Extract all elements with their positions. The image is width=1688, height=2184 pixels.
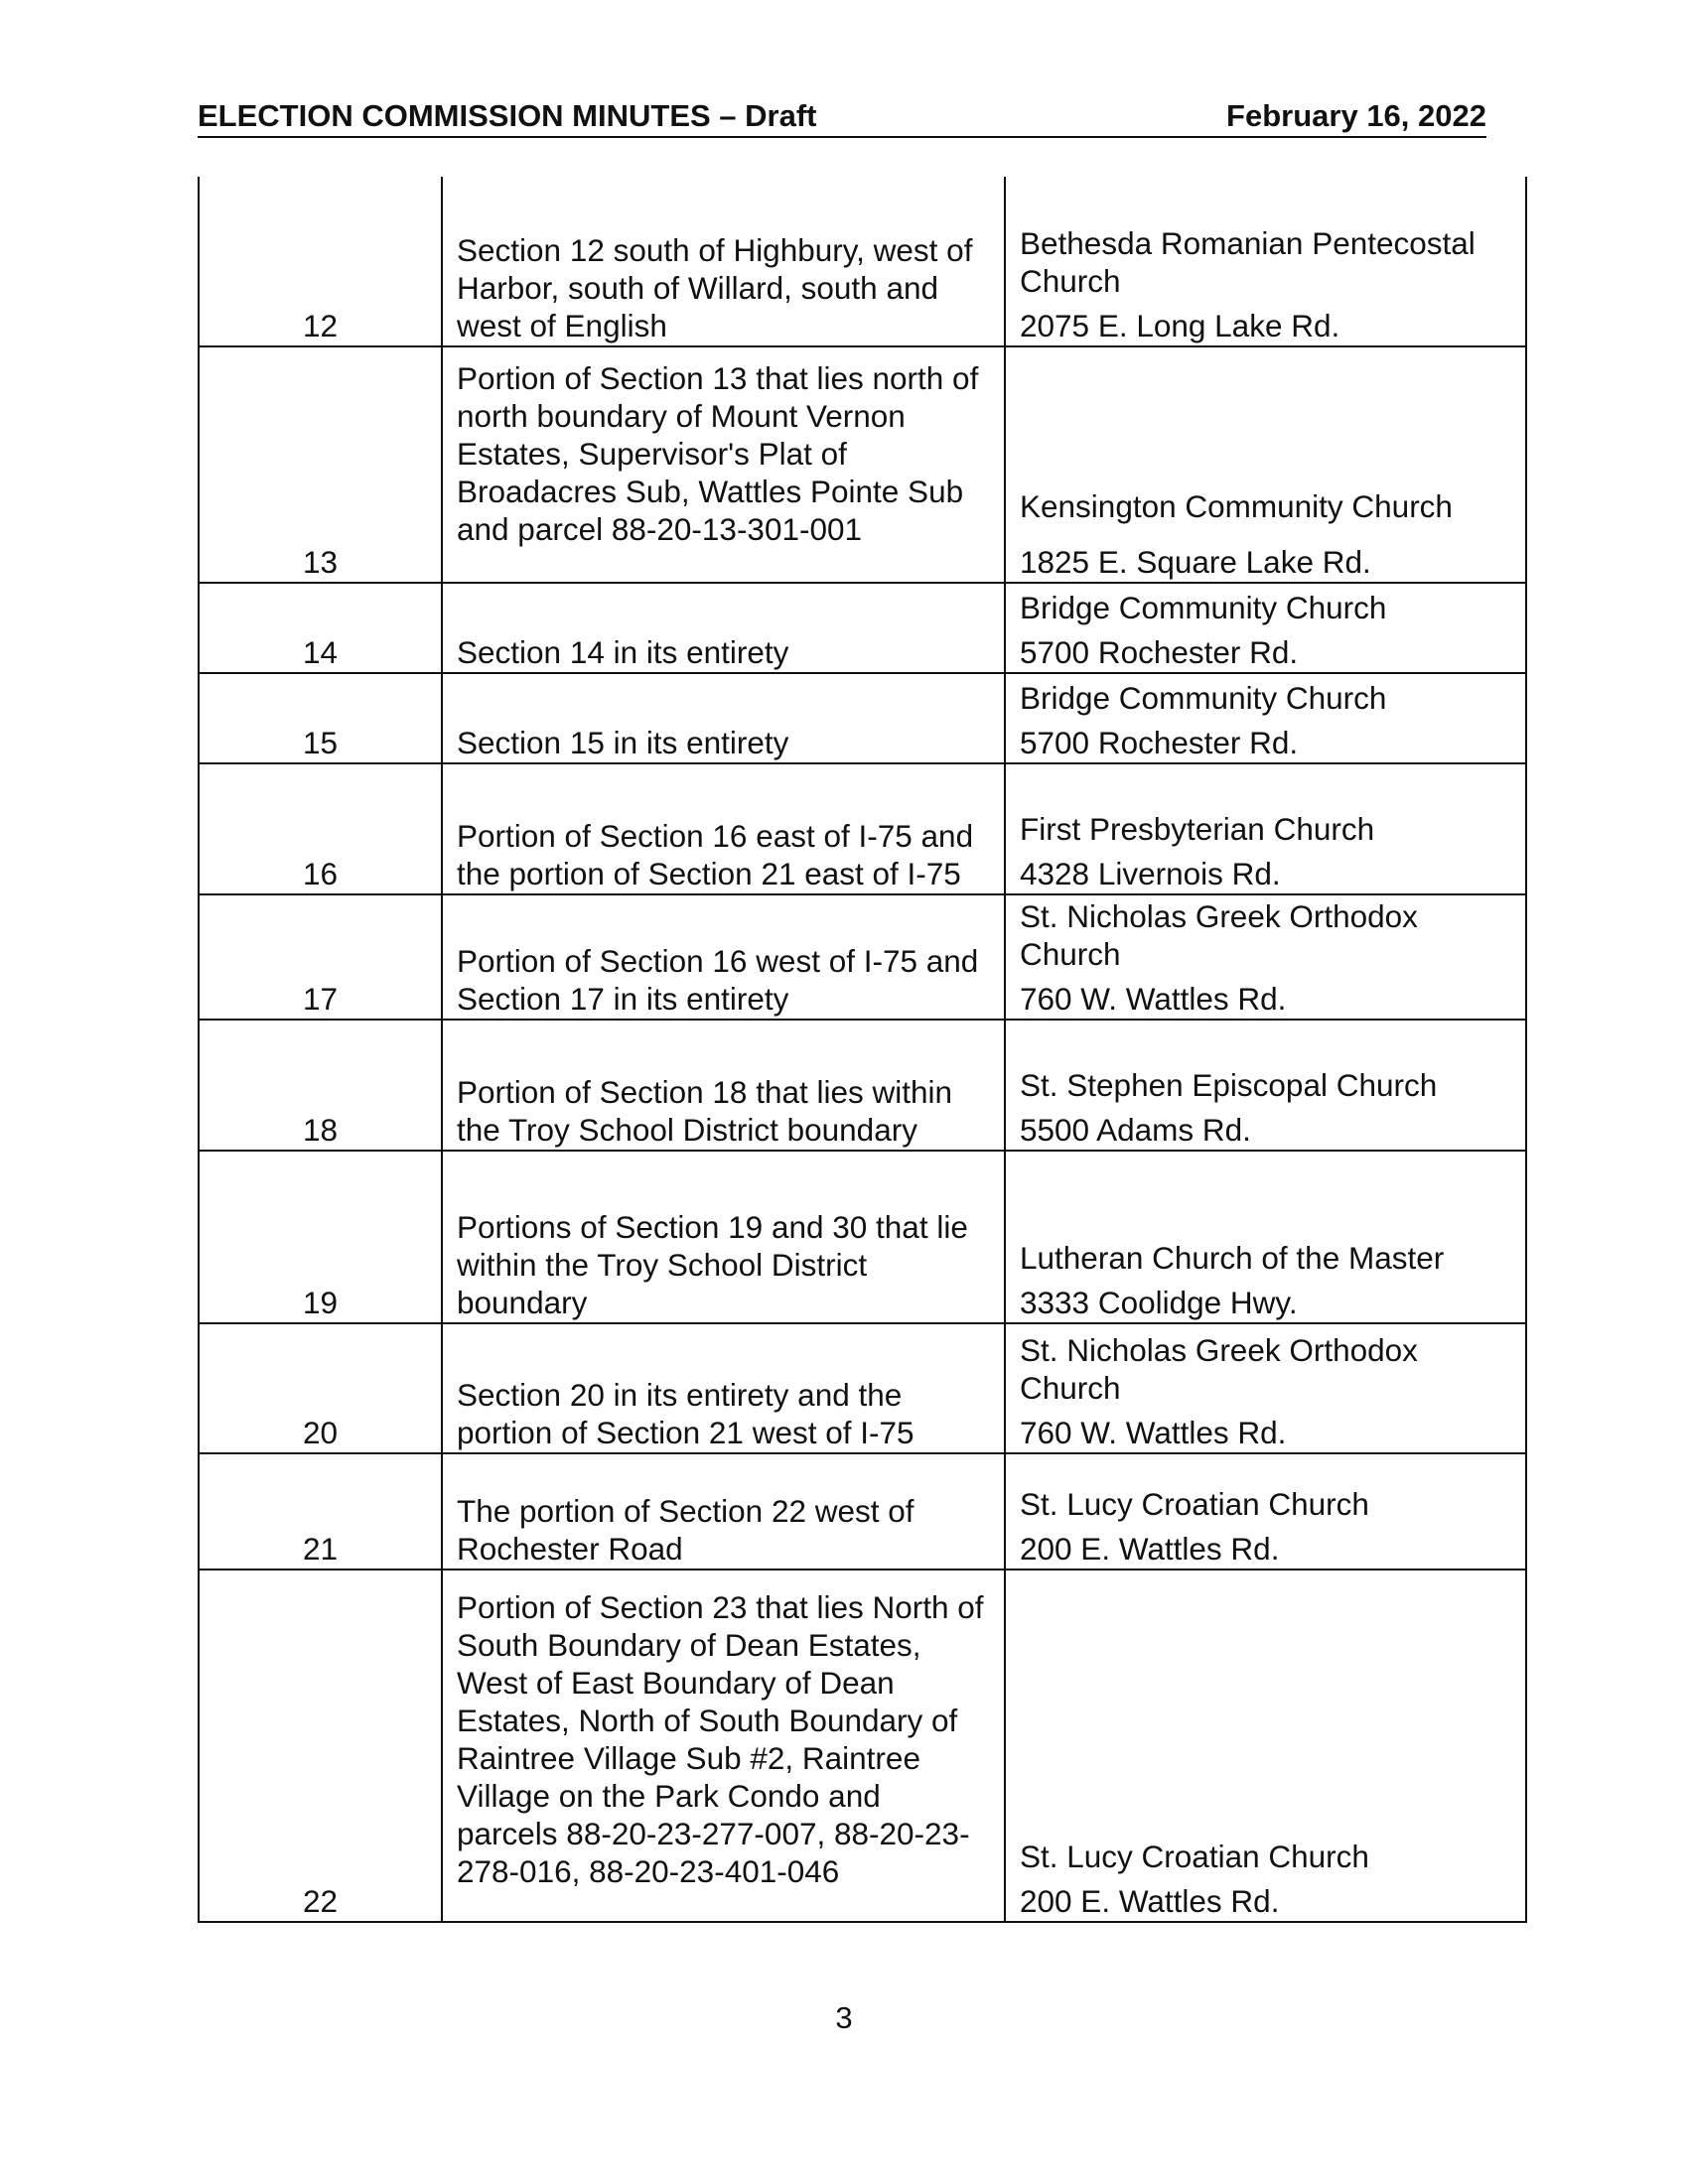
page-header <box>198 100 1486 138</box>
location-name: Bridge Community Church <box>1020 590 1387 625</box>
precinct-number: 12 <box>199 177 442 346</box>
polling-location <box>1005 1151 1526 1323</box>
document-title: ELECTION COMMISSION MINUTES – Draft <box>198 98 817 133</box>
location-address: 4328 Livernois Rd. <box>1020 856 1281 891</box>
precinct-table <box>198 177 1527 1923</box>
location-name: St. Nicholas Greek Orthodox Church <box>1020 898 1418 972</box>
precinct-number: 14 <box>199 583 442 673</box>
polling-location <box>1005 346 1526 583</box>
precinct-number: 15 <box>199 673 442 763</box>
table-row <box>199 1453 1526 1570</box>
table-row <box>199 1323 1526 1453</box>
location-address: 200 E. Wattles Rd. <box>1020 1883 1280 1919</box>
precinct-description: Portion of Section 16 east of I-75 and the portion of Section 21 east of I-75 <box>442 763 1005 894</box>
precinct-number: 19 <box>199 1151 442 1323</box>
precinct-number: 20 <box>199 1323 442 1453</box>
precinct-description: Portion of Section 23 that lies North of South Boundary of Dean Estates, West of East Boundary of Dean Estates, North of South Boundary of Raintree Village Sub #2, Raintree Village on the Park Condo and parcels 88-20-23-277-007, 88-20-23-278-016, 88-20-23-401-046 <box>442 1570 1005 1922</box>
table-row <box>199 583 1526 673</box>
precinct-description: Section 14 in its entirety <box>442 583 1005 673</box>
location-address: 2075 E. Long Lake Rd. <box>1020 308 1340 343</box>
polling-location <box>1005 1453 1526 1570</box>
location-name: First Presbyterian Church <box>1020 811 1375 847</box>
location-address: 200 E. Wattles Rd. <box>1020 1531 1280 1567</box>
precinct-description: Section 20 in its entirety and the portion of Section 21 west of I-75 <box>442 1323 1005 1453</box>
table-row <box>199 763 1526 894</box>
table-row <box>199 1570 1526 1922</box>
precinct-description: Portion of Section 13 that lies north of north boundary of Mount Vernon Estates, Supervisor's Plat of Broadacres Sub, Wattles Pointe Sub and parcel 88-20-13-301-001 <box>442 346 1005 583</box>
location-name: St. Lucy Croatian Church <box>1020 1486 1369 1522</box>
polling-location <box>1005 1570 1526 1922</box>
table-row <box>199 346 1526 583</box>
location-name: Bridge Community Church <box>1020 680 1387 716</box>
table-row <box>199 1151 1526 1323</box>
precinct-number: 18 <box>199 1020 442 1151</box>
precinct-number: 17 <box>199 894 442 1020</box>
precinct-description: The portion of Section 22 west of Rochester Road <box>442 1453 1005 1570</box>
polling-location <box>1005 583 1526 673</box>
precinct-number: 16 <box>199 763 442 894</box>
table-row <box>199 1020 1526 1151</box>
location-address: 5700 Rochester Rd. <box>1020 725 1299 760</box>
location-address: 5700 Rochester Rd. <box>1020 634 1299 670</box>
polling-location <box>1005 894 1526 1020</box>
precinct-description: Section 15 in its entirety <box>442 673 1005 763</box>
precinct-description: Portion of Section 18 that lies within the Troy School District boundary <box>442 1020 1005 1151</box>
location-address: 5500 Adams Rd. <box>1020 1112 1251 1148</box>
location-name: St. Nicholas Greek Orthodox Church <box>1020 1332 1418 1406</box>
polling-location <box>1005 1020 1526 1151</box>
precinct-number: 13 <box>199 346 442 583</box>
precinct-description: Section 12 south of Highbury, west of Harbor, south of Willard, south and west of English <box>442 177 1005 346</box>
location-name: St. Lucy Croatian Church <box>1020 1839 1369 1874</box>
page-number: 3 <box>835 2000 853 2035</box>
location-name: Kensington Community Church <box>1020 488 1453 524</box>
location-name: St. Stephen Episcopal Church <box>1020 1067 1438 1103</box>
polling-location <box>1005 177 1526 346</box>
precinct-description: Portions of Section 19 and 30 that lie within the Troy School District boundary <box>442 1151 1005 1323</box>
precinct-description: Portion of Section 16 west of I-75 and Section 17 in its entirety <box>442 894 1005 1020</box>
table-row <box>199 673 1526 763</box>
table-row <box>199 894 1526 1020</box>
location-address: 1825 E. Square Lake Rd. <box>1020 544 1371 580</box>
precinct-number: 21 <box>199 1453 442 1570</box>
polling-location <box>1005 763 1526 894</box>
location-name: Lutheran Church of the Master <box>1020 1240 1445 1276</box>
precinct-number: 22 <box>199 1570 442 1922</box>
location-address: 760 W. Wattles Rd. <box>1020 1415 1287 1450</box>
polling-location <box>1005 1323 1526 1453</box>
polling-location <box>1005 673 1526 763</box>
table-row <box>199 177 1526 346</box>
location-address: 3333 Coolidge Hwy. <box>1020 1285 1298 1320</box>
precinct-table-container <box>198 177 1525 1923</box>
location-address: 760 W. Wattles Rd. <box>1020 981 1287 1017</box>
location-name: Bethesda Romanian Pentecostal Church <box>1020 225 1476 299</box>
document-date: February 16, 2022 <box>1226 98 1486 133</box>
